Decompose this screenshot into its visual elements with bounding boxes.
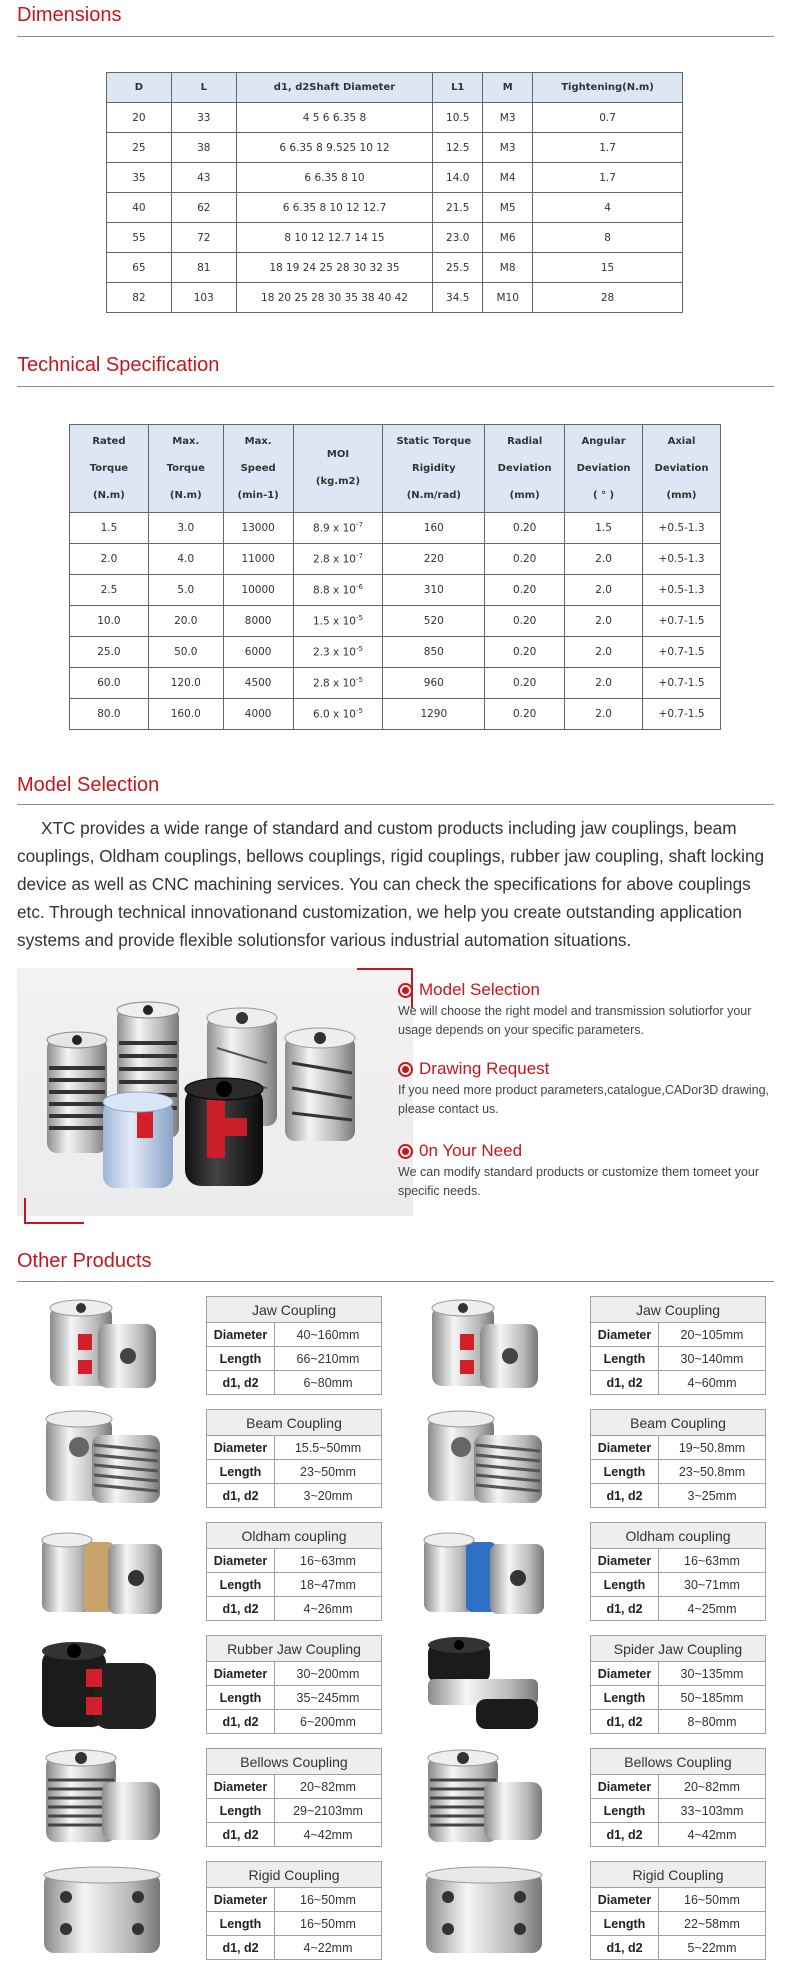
table-cell: M6 xyxy=(483,223,533,253)
feature-title: Drawing Request xyxy=(419,1059,550,1078)
table-cell: 0.20 xyxy=(485,544,565,575)
table-cell: 33 xyxy=(171,103,236,133)
product-spec-card xyxy=(590,1748,766,1847)
table-cell: 10000 xyxy=(223,575,293,606)
product-spec-card xyxy=(590,1296,766,1395)
product-spec-card xyxy=(590,1522,766,1621)
table-cell: M10 xyxy=(483,283,533,313)
spec-value: 4~26mm xyxy=(275,1597,382,1621)
table-cell: 2.8 x $10^{-7}$ xyxy=(293,544,383,575)
table-cell: 8.9 x $10^{-7}$ xyxy=(293,513,383,544)
table-cell: 81 xyxy=(171,253,236,283)
spec-value: 4~22mm xyxy=(275,1936,382,1960)
table-cell: 1.7 xyxy=(533,163,683,193)
table-row xyxy=(70,699,721,730)
spec-label: Diameter xyxy=(591,1775,659,1799)
table-cell: 35 xyxy=(107,163,172,193)
table-cell: +0.5-1.3 xyxy=(643,513,721,544)
spec-label: Length xyxy=(207,1573,275,1597)
table-cell: 14.0 xyxy=(433,163,483,193)
spec-value: 20~105mm xyxy=(659,1323,766,1347)
product-spec-card xyxy=(206,1522,382,1621)
table-cell: 11000 xyxy=(223,544,293,575)
table-cell: 2.8 x $10^{-5}$ xyxy=(293,668,383,699)
spec-label: Length xyxy=(591,1573,659,1597)
table-cell: 38 xyxy=(171,133,236,163)
spec-label: Length xyxy=(207,1460,275,1484)
table-cell: +0.5-1.3 xyxy=(643,575,721,606)
dimensions-table xyxy=(106,72,683,313)
product-image xyxy=(28,1633,178,1733)
table-cell: M5 xyxy=(483,193,533,223)
table-cell: 0.20 xyxy=(485,668,565,699)
spec-label: Length xyxy=(207,1799,275,1823)
table-cell: 2.0 xyxy=(565,699,643,730)
table-cell: 34.5 xyxy=(433,283,483,313)
spec-label: Length xyxy=(207,1347,275,1371)
product-name: Rubber Jaw Coupling xyxy=(207,1636,382,1662)
column-header: Angular Deviation ( ° ) xyxy=(565,425,643,513)
column-header: Static Torque Rigidity (N.m/rad) xyxy=(383,425,485,513)
intro-paragraph: XTC provides a wide range of standard and custom products including jaw couplings, beam couplings, Oldham couplings, bellows couplings, rigid couplings, rubber jaw coupling, shaft locking device as well as CNC machining services. You can check the specifications for above couplings etc. Through technical innovationand customization, we help you create outstanding application systems and provide flexible solutionsfor various industrial automation situations. xyxy=(17,818,765,950)
table-cell: 1.5 xyxy=(70,513,149,544)
table-cell: 0.20 xyxy=(485,637,565,668)
table-row xyxy=(70,637,721,668)
spec-value: 16~50mm xyxy=(275,1888,382,1912)
table-cell: 2.5 xyxy=(70,575,149,606)
table-cell: 23.0 xyxy=(433,223,483,253)
table-cell: 10.5 xyxy=(433,103,483,133)
spec-label: d1, d2 xyxy=(207,1484,275,1508)
section-title-technical: Technical Specification xyxy=(17,354,220,376)
spec-label: Length xyxy=(591,1686,659,1710)
table-cell: 13000 xyxy=(223,513,293,544)
decorative-bracket xyxy=(24,1222,84,1224)
table-cell: 2.0 xyxy=(565,575,643,606)
table-cell: M3 xyxy=(483,103,533,133)
table-cell: 20.0 xyxy=(148,606,223,637)
table-cell: 28 xyxy=(533,283,683,313)
table-cell: M4 xyxy=(483,163,533,193)
spec-label: d1, d2 xyxy=(591,1597,659,1621)
spec-value: 16~50mm xyxy=(275,1912,382,1936)
table-cell: 25 xyxy=(107,133,172,163)
spec-label: Diameter xyxy=(591,1888,659,1912)
column-header: Max. Speed (min-1) xyxy=(223,425,293,513)
spec-value: 30~140mm xyxy=(659,1347,766,1371)
table-cell: 25.0 xyxy=(70,637,149,668)
spec-value: 35~245mm xyxy=(275,1686,382,1710)
table-cell: 103 xyxy=(171,283,236,313)
spec-label: Length xyxy=(591,1347,659,1371)
spec-value: 30~200mm xyxy=(275,1662,382,1686)
spec-label: Diameter xyxy=(207,1323,275,1347)
spec-value: 40~160mm xyxy=(275,1323,382,1347)
product-image xyxy=(410,1294,560,1394)
feature-title: Model Selection xyxy=(419,980,540,999)
table-cell: 6000 xyxy=(223,637,293,668)
spec-label: Diameter xyxy=(591,1662,659,1686)
product-spec-card xyxy=(206,1296,382,1395)
table-cell: 6 6.35 8 10 xyxy=(236,163,433,193)
section-divider xyxy=(17,1281,774,1282)
section-divider xyxy=(17,386,774,387)
spec-value: 30~135mm xyxy=(659,1662,766,1686)
table-cell: 4 5 6 6.35 8 xyxy=(236,103,433,133)
spec-value: 4~42mm xyxy=(659,1823,766,1847)
spec-value: 19~50.8mm xyxy=(659,1436,766,1460)
spec-label: d1, d2 xyxy=(591,1371,659,1395)
spec-label: Diameter xyxy=(207,1549,275,1573)
table-row xyxy=(70,544,721,575)
spec-value: 15.5~50mm xyxy=(275,1436,382,1460)
spec-value: 18~47mm xyxy=(275,1573,382,1597)
table-cell: 15 xyxy=(533,253,683,283)
product-spec-card xyxy=(206,1861,382,1960)
feature-drawing-request xyxy=(398,1059,778,1119)
table-row xyxy=(70,575,721,606)
spec-value: 5~22mm xyxy=(659,1936,766,1960)
product-image xyxy=(28,1746,178,1846)
column-header: MOI (kg.m2) xyxy=(293,425,383,513)
table-row xyxy=(107,103,683,133)
table-cell: 50.0 xyxy=(148,637,223,668)
column-header: Radial Deviation (mm) xyxy=(485,425,565,513)
table-cell: 8.8 x $10^{-6}$ xyxy=(293,575,383,606)
column-header: Tightening(N.m) xyxy=(533,73,683,103)
feature-model-selection xyxy=(398,980,778,1040)
spec-label: Diameter xyxy=(207,1775,275,1799)
product-spec-card xyxy=(590,1409,766,1508)
table-cell: 5.0 xyxy=(148,575,223,606)
spec-label: Diameter xyxy=(207,1888,275,1912)
product-image xyxy=(410,1407,560,1507)
table-cell: +0.7-1.5 xyxy=(643,699,721,730)
table-cell: 2.3 x $10^{-5}$ xyxy=(293,637,383,668)
table-cell: 6.0 x $10^{-5}$ xyxy=(293,699,383,730)
product-photo xyxy=(17,968,413,1216)
feature-description: We can modify standard products or customize them tomeet your specific needs. xyxy=(398,1165,760,1198)
spec-value: 16~63mm xyxy=(659,1549,766,1573)
spec-value: 4~60mm xyxy=(659,1371,766,1395)
product-image xyxy=(410,1633,560,1733)
table-cell: 2.0 xyxy=(565,637,643,668)
radio-bullet-icon xyxy=(398,1062,413,1077)
table-row xyxy=(107,193,683,223)
table-cell: 2.0 xyxy=(565,544,643,575)
table-cell: 0.7 xyxy=(533,103,683,133)
spec-value: 22~58mm xyxy=(659,1912,766,1936)
table-cell: 220 xyxy=(383,544,485,575)
table-row xyxy=(107,283,683,313)
table-cell: +0.5-1.3 xyxy=(643,544,721,575)
product-spec-card xyxy=(206,1409,382,1508)
spec-label: d1, d2 xyxy=(591,1710,659,1734)
spec-label: d1, d2 xyxy=(207,1371,275,1395)
spec-label: Diameter xyxy=(207,1436,275,1460)
product-spec-card xyxy=(206,1635,382,1734)
table-cell: 850 xyxy=(383,637,485,668)
table-cell: 82 xyxy=(107,283,172,313)
table-cell: 2.0 xyxy=(70,544,149,575)
column-header: Max. Torque (N.m) xyxy=(148,425,223,513)
table-row xyxy=(107,253,683,283)
table-cell: 62 xyxy=(171,193,236,223)
table-cell: 1.5 x $10^{-5}$ xyxy=(293,606,383,637)
spec-value: 6~200mm xyxy=(275,1710,382,1734)
table-cell: 6 6.35 8 10 12 12.7 xyxy=(236,193,433,223)
product-image xyxy=(410,1859,560,1959)
product-name: Bellows Coupling xyxy=(207,1749,382,1775)
spec-value: 66~210mm xyxy=(275,1347,382,1371)
spec-value: 16~50mm xyxy=(659,1888,766,1912)
product-image xyxy=(28,1859,178,1959)
table-cell: 10.0 xyxy=(70,606,149,637)
spec-value: 6~80mm xyxy=(275,1371,382,1395)
table-cell: 8 xyxy=(533,223,683,253)
table-cell: 4.0 xyxy=(148,544,223,575)
table-cell: 65 xyxy=(107,253,172,283)
table-row xyxy=(107,223,683,253)
table-cell: +0.7-1.5 xyxy=(643,637,721,668)
radio-bullet-icon xyxy=(398,983,413,998)
product-image xyxy=(28,1407,178,1507)
table-cell: 43 xyxy=(171,163,236,193)
spec-label: d1, d2 xyxy=(207,1936,275,1960)
table-cell: 40 xyxy=(107,193,172,223)
spec-label: Length xyxy=(591,1912,659,1936)
product-name: Oldham coupling xyxy=(591,1523,766,1549)
spec-value: 23~50.8mm xyxy=(659,1460,766,1484)
section-title-dimensions: Dimensions xyxy=(17,4,122,26)
spec-value: 20~82mm xyxy=(659,1775,766,1799)
table-cell: 1290 xyxy=(383,699,485,730)
table-cell: 80.0 xyxy=(70,699,149,730)
spec-label: d1, d2 xyxy=(591,1484,659,1508)
table-cell: M3 xyxy=(483,133,533,163)
column-header: Rated Torque (N.m) xyxy=(70,425,149,513)
product-spec-card xyxy=(590,1635,766,1734)
column-header: L1 xyxy=(433,73,483,103)
table-cell: M8 xyxy=(483,253,533,283)
table-cell: 120.0 xyxy=(148,668,223,699)
table-row xyxy=(107,133,683,163)
table-cell: 2.0 xyxy=(565,668,643,699)
decorative-bracket xyxy=(357,968,413,970)
table-row xyxy=(107,163,683,193)
table-cell: 310 xyxy=(383,575,485,606)
spec-label: d1, d2 xyxy=(207,1597,275,1621)
table-cell: 18 19 24 25 28 30 32 35 xyxy=(236,253,433,283)
spec-value: 29~2103mm xyxy=(275,1799,382,1823)
spec-label: Diameter xyxy=(591,1436,659,1460)
table-cell: 20 xyxy=(107,103,172,133)
column-header: d1, d2Shaft Diameter xyxy=(236,73,433,103)
spec-label: Diameter xyxy=(591,1323,659,1347)
product-name: Jaw Coupling xyxy=(207,1297,382,1323)
radio-bullet-icon xyxy=(398,1144,413,1159)
product-name: Rigid Coupling xyxy=(207,1862,382,1888)
spec-label: Diameter xyxy=(207,1662,275,1686)
table-cell: 8000 xyxy=(223,606,293,637)
spec-value: 3~20mm xyxy=(275,1484,382,1508)
product-image xyxy=(410,1746,560,1846)
table-cell: 4 xyxy=(533,193,683,223)
table-cell: 1.5 xyxy=(565,513,643,544)
table-cell: 21.5 xyxy=(433,193,483,223)
spec-value: 20~82mm xyxy=(275,1775,382,1799)
table-cell: +0.7-1.5 xyxy=(643,668,721,699)
product-name: Rigid Coupling xyxy=(591,1862,766,1888)
technical-spec-table xyxy=(69,424,721,730)
feature-description: If you need more product parameters,catalogue,CADor3D drawing, please contact us. xyxy=(398,1083,770,1116)
spec-value: 8~80mm xyxy=(659,1710,766,1734)
spec-value: 4~42mm xyxy=(275,1823,382,1847)
table-cell: 1.7 xyxy=(533,133,683,163)
product-image xyxy=(410,1520,560,1620)
spec-label: d1, d2 xyxy=(207,1710,275,1734)
spec-value: 4~25mm xyxy=(659,1597,766,1621)
table-cell: 160.0 xyxy=(148,699,223,730)
table-cell: 160 xyxy=(383,513,485,544)
column-header: D xyxy=(107,73,172,103)
table-cell: 0.20 xyxy=(485,575,565,606)
table-cell: 4000 xyxy=(223,699,293,730)
table-cell: 72 xyxy=(171,223,236,253)
spec-label: d1, d2 xyxy=(591,1823,659,1847)
feature-title: 0n Your Need xyxy=(419,1141,523,1160)
column-header: L xyxy=(171,73,236,103)
decorative-bracket xyxy=(24,1198,26,1224)
table-cell: +0.7-1.5 xyxy=(643,606,721,637)
spec-label: d1, d2 xyxy=(207,1823,275,1847)
feature-on-your-need xyxy=(398,1141,778,1201)
product-name: Bellows Coupling xyxy=(591,1749,766,1775)
table-cell: 18 20 25 28 30 35 38 40 42 xyxy=(236,283,433,313)
product-name: Oldham coupling xyxy=(207,1523,382,1549)
table-cell: 0.20 xyxy=(485,699,565,730)
spec-value: 16~63mm xyxy=(275,1549,382,1573)
product-name: Jaw Coupling xyxy=(591,1297,766,1323)
column-header: M xyxy=(483,73,533,103)
feature-description: We will choose the right model and transmission solutiorfor your usage depends on your specific parameters. xyxy=(398,1004,752,1037)
product-image xyxy=(28,1520,178,1620)
spec-label: Length xyxy=(591,1799,659,1823)
spec-value: 33~103mm xyxy=(659,1799,766,1823)
column-header: Axial Deviation (mm) xyxy=(643,425,721,513)
table-row xyxy=(70,513,721,544)
spec-value: 50~185mm xyxy=(659,1686,766,1710)
spec-label: Length xyxy=(207,1686,275,1710)
product-image xyxy=(28,1294,178,1394)
spec-label: Diameter xyxy=(591,1549,659,1573)
table-cell: 4500 xyxy=(223,668,293,699)
table-cell: 25.5 xyxy=(433,253,483,283)
spec-label: Length xyxy=(591,1460,659,1484)
table-cell: 55 xyxy=(107,223,172,253)
table-cell: 3.0 xyxy=(148,513,223,544)
section-title-other-products: Other Products xyxy=(17,1250,152,1272)
product-spec-card xyxy=(590,1861,766,1960)
table-cell: 2.0 xyxy=(565,606,643,637)
table-row xyxy=(70,606,721,637)
spec-label: d1, d2 xyxy=(591,1936,659,1960)
spec-value: 3~25mm xyxy=(659,1484,766,1508)
product-name: Beam Coupling xyxy=(207,1410,382,1436)
table-cell: 6 6.35 8 9.525 10 12 xyxy=(236,133,433,163)
section-divider xyxy=(17,36,774,37)
section-title-model-selection: Model Selection xyxy=(17,774,160,796)
table-cell: 0.20 xyxy=(485,606,565,637)
product-name: Beam Coupling xyxy=(591,1410,766,1436)
table-cell: 960 xyxy=(383,668,485,699)
table-cell: 8 10 12 12.7 14 15 xyxy=(236,223,433,253)
spec-value: 30~71mm xyxy=(659,1573,766,1597)
table-cell: 60.0 xyxy=(70,668,149,699)
table-row xyxy=(70,668,721,699)
table-cell: 12.5 xyxy=(433,133,483,163)
spec-label: Length xyxy=(207,1912,275,1936)
product-name: Spider Jaw Coupling xyxy=(591,1636,766,1662)
section-divider xyxy=(17,804,774,805)
table-cell: 520 xyxy=(383,606,485,637)
spec-value: 23~50mm xyxy=(275,1460,382,1484)
table-cell: 0.20 xyxy=(485,513,565,544)
product-spec-card xyxy=(206,1748,382,1847)
